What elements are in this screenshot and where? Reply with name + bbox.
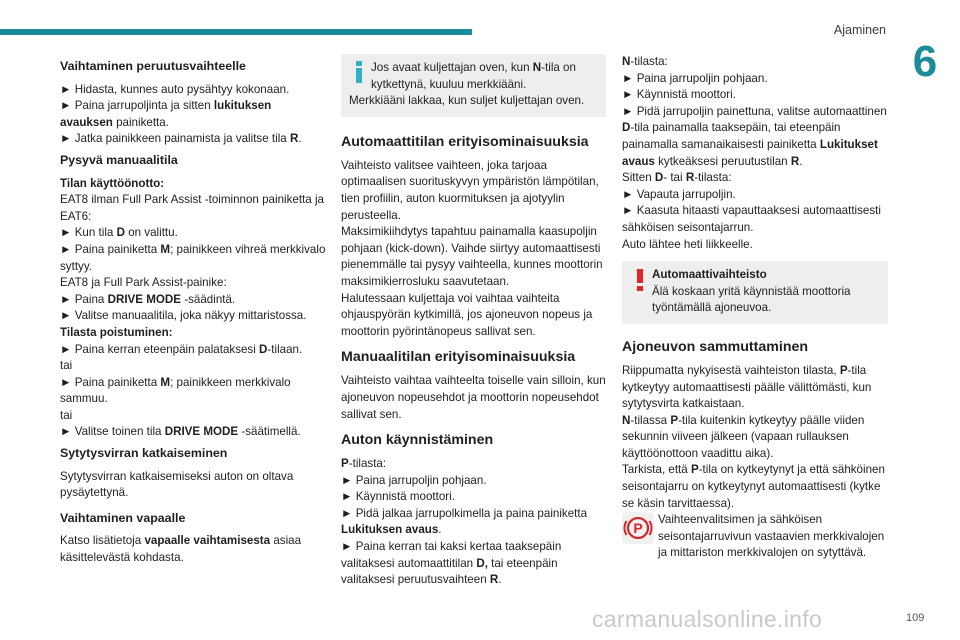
paragraph: Maksimikiihdytys tapahtuu painamalla kaasupoljin pohjaan (kick-down). Vaihde siirtyy automaattisesti pienemmälle tai pysyy vaihteella, kunnes moottorin maksimikierrosluku saavutetaan. [341,225,603,288]
warning-text: Älä koskaan yritä käynnistää moottoria työntämällä ajoneuvoa. [652,284,851,315]
step: ► Käynnistä moottori. [622,88,736,102]
info-note [341,54,606,117]
column-3 [622,54,888,562]
paragraph: Riippumatta nykyisestä vaihteiston tilasta, P-tila kytkeytyy automaattisesti päälle välittömästi, kun sytytysvirta katkaistaan. [622,363,872,411]
section-title: Ajaminen [833,23,886,37]
step: ► Paina jarrupoljin pohjaan. [341,473,487,487]
step: ► Paina jarrupoljinta ja sitten lukituksen avauksen painiketta. [60,99,272,129]
step: ► Pidä jalkaa jarrupolkimella ja paina painiketta Lukituksen avaus. [341,506,588,537]
paragraph: Auto lähtee heti liikkeelle. [622,237,753,251]
svg-text:P: P [633,520,643,537]
chapter-number: 6 [912,37,938,86]
step: ► Kaasuta hitaasti vapauttaaksesi automaattisesti sähköisen seisontajarrun. [622,204,881,234]
heading-ignition-off: Sytytysvirran katkaiseminen [60,446,228,461]
paragraph: tai [60,408,73,422]
step: ► Käynnistä moottori. [341,490,455,504]
label: Tilan käyttöönotto: [60,176,165,190]
step: ► Valitse manuaalitila, joka näkyy mittaristossa. [60,309,307,323]
heading-switch-off: Ajoneuvon sammuttaminen [622,338,809,355]
header-accent-bar [0,29,472,35]
heading-starting: Auton käynnistäminen [341,432,494,449]
step: ► Vapauta jarrupoljin. [622,187,736,201]
step: ► Hidasta, kunnes auto pysähtyy kokonaan. [60,82,290,96]
step: ► Paina painiketta M; painikkeen vihreä merkkivalo syttyy. [60,242,326,273]
note-text: Jos avaat kuljettajan oven, kun N-tila on kytkettynä, kuuluu merkkiääni. [371,61,576,91]
column-2 [341,54,606,589]
paragraph: EAT8 ilman Full Park Assist -toiminnon painiketta ja EAT6: [60,193,324,223]
label: P-tilasta: [341,457,387,471]
step: ► Jatka painikkeen painamista ja valitse tila R. [60,132,302,146]
step: ► Kun tila D on valittu. [60,226,178,240]
watermark: carmanualsonline.info [592,606,823,632]
step: ► Pidä jarrupoljin painettuna, valitse automaattinen D-tila painamalla taaksepäin, tai eteenpäin painamalla samanaikaisesti painiketta Lukitukset avaus kytkeäksesi peruutustilan R. [622,104,887,168]
step: ► Paina DRIVE MODE -säädintä. [60,292,236,306]
paragraph: P Vaihteenvalitsimen ja sähköisen seisontajarruvivun vastaavien merkkivalojen ja mittariston merkkivalojen on sytyttävä. [622,512,888,562]
paragraph: EAT8 ja Full Park Assist-painike: [60,276,227,290]
info-icon [351,61,367,83]
paragraph: Vaihteisto vaihtaa vaihteelta toiselle vain silloin, kun ajoneuvon nopeusehdot ja moottorin nopeusehdot sallivat sen. [341,374,606,421]
step: ► Paina jarrupoljin pohjaan. [622,71,768,85]
warning-note [622,261,888,324]
paragraph: Sytytysvirran katkaisemiseksi auton on oltava pysäytettynä. [60,469,294,500]
heading-manual-mode: Pysyvä manuaalitila [60,152,178,167]
heading-manual-features: Manuaalitilan erityisominaisuuksia [341,349,576,366]
paragraph: Halutessaan kuljettaja voi vaihtaa vaihteita ohjauspyörän kytkimillä, jos ajoneuvon nopeus ja moottorin pyörintänopeus sallivat sen. [341,291,593,338]
paragraph: tai [60,359,73,373]
step: ► Paina painiketta M; painikkeen merkkivalo sammuu. [60,375,291,406]
step: ► Paina kerran tai kaksi kertaa taaksepäin valitaksesi automaattitilan D, tai eteenpäin valitaksesi peruutusvaihteen R. [341,540,562,587]
note-text: Merkkiääni lakkaa, kun suljet kuljettajan oven. [349,94,585,108]
paragraph: N-tilassa P-tila kuitenkin kytkeytyy päälle viiden sekunnin viiveen jälkeen (vapaan rullauksen käyttöönottoon vaadittu aika). [622,413,865,460]
label: Tilasta poistuminen: [60,325,173,339]
heading-neutral: Vaihtaminen vapaalle [60,510,186,525]
label: N-tilasta: [622,55,668,68]
heading-auto-mode: Automaattitilan erityisominaisuuksia [341,133,589,150]
parking-brake-icon [622,512,654,544]
warning-title: Automaattivaihteisto [652,268,767,282]
paragraph: Katso lisätietoja vapaalle vaihtamisesta asiaa käsittelevästä kohdasta. [60,534,302,565]
label: Sitten D- tai R-tilasta: [622,171,732,185]
step: ► Paina kerran eteenpäin palataksesi D-tilaan. [60,342,303,356]
step: ► Valitse toinen tila DRIVE MODE -säätimellä. [60,425,301,439]
paragraph: Vaihteisto valitsee vaihteen, joka tarjoaa optimaalisen suorituskyvyn ympäristön lämpötilan, tien profiilin, auton kuormituksen ja ajotyylin perusteella. [341,158,599,222]
column-1 [60,58,326,567]
heading-reverse: Vaihtaminen peruutusvaihteelle [60,59,246,73]
warning-icon [632,269,648,291]
page-number: 109 [906,612,925,624]
paragraph: Tarkista, että P-tila on kytkeytynyt ja että sähköinen seisontajarru on kytkeytynyt automaattisesti (kytke se käsin tarvittaessa). [622,463,885,510]
